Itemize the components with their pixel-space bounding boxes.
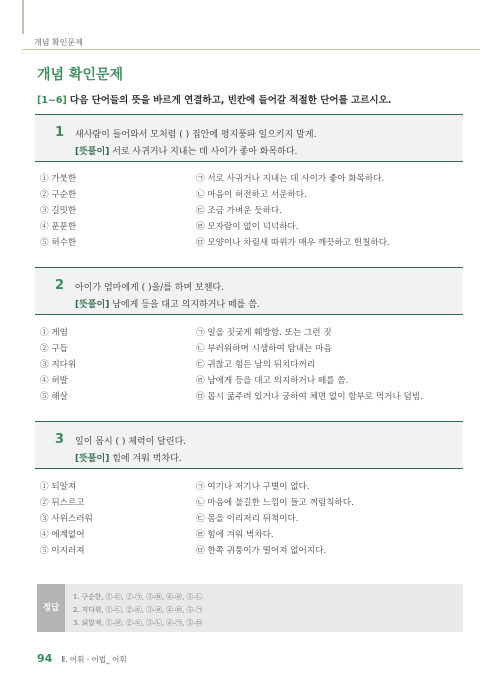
word-option: ② 뒤스르고	[40, 498, 85, 508]
meaning-option: ㉤ 한쪽 귀퉁이가 떨어져 없어지다.	[196, 546, 327, 556]
meaning-option: ㉡ 마음에 불길한 느낌이 들고 꺼림칙하다.	[196, 498, 354, 508]
meaning-option: ㉠ 여기나 저기나 구별이 없다.	[196, 482, 310, 492]
question-sentence: 일이 몹시 ( ) 체력이 달린다.	[75, 437, 187, 447]
word-option: ④ 허발	[40, 376, 68, 386]
meaning-option: ㉢ 몸을 이리저리 뒤척이다.	[196, 514, 299, 524]
footer-section: Ⅱ. 어휘 · 어법_ 어휘	[61, 655, 127, 664]
answer-key	[37, 584, 463, 632]
instruction-range: [1~6]	[37, 95, 67, 106]
header-vertical-rule	[22, 0, 24, 34]
meaning-option: ㉣ 남에게 등을 대고 의지하거나 떼를 씀.	[196, 376, 349, 386]
meaning-option: ㉢ 귀찮고 힘든 남의 뒤치다꺼리	[196, 360, 316, 370]
answer-line: 1. 구순한, ①-㉢, ②-㉠, ③-㉤, ④-㉣, ⑤-㉡	[73, 593, 203, 601]
meaning-option: ㉣ 모자람이 없이 넉넉하다.	[196, 222, 299, 232]
question-box-1	[35, 114, 463, 162]
meaning-option: ㉠ 일을 짓궂게 훼방함. 또는 그런 짓	[196, 328, 332, 338]
meaning-option: ㉢ 조금 가벼운 듯하다.	[196, 206, 282, 216]
meaning-option: ㉣ 힘에 겨워 벅차다.	[196, 530, 274, 540]
word-option: ② 구순한	[40, 190, 77, 200]
header-breadcrumb: 개념 확인문제	[34, 38, 83, 47]
word-option: ② 구듭	[40, 344, 68, 354]
definition-text: 서로 사귀거나 지내는 데 사이가 좋아 화목하다.	[112, 147, 298, 157]
answer-line: 2. 지다위, ①-㉡, ②-㉢, ③-㉣, ④-㉤, ⑤-㉠	[73, 606, 203, 614]
meaning-option: ㉤ 모양이나 차림새 따위가 매우 깨끗하고 헌칠하다.	[196, 238, 390, 248]
answer-line: 3. 되알져, ①-㉣, ②-㉢, ③-㉡, ④-㉠, ⑤-㉤	[73, 619, 203, 627]
word-option: ③ 길밋한	[40, 206, 77, 216]
instruction-text: 다음 단어들의 뜻을 바르게 연결하고, 빈칸에 들어갈 적절한 단어를 고르시오.	[69, 95, 392, 106]
word-option: ③ 사위스러워	[40, 514, 93, 524]
question-number: 3	[55, 432, 65, 447]
question-sentence: 아이가 엄마에게 ( )을/를 하며 보챈다.	[75, 283, 224, 293]
header-horizontal-rule	[22, 49, 480, 50]
instruction	[37, 92, 391, 106]
question-definition-line	[75, 144, 297, 157]
answer-label: 정답	[37, 584, 65, 632]
definition-text: 남에게 등을 대고 의지하거나 떼를 씀.	[112, 300, 260, 310]
word-option: ⑤ 해살	[40, 392, 68, 402]
word-option: ① 게염	[40, 328, 68, 338]
definition-text: 힘에 겨워 벅차다.	[112, 454, 182, 464]
question-box-3	[35, 421, 463, 469]
question-definition-line	[75, 297, 260, 310]
definition-label: [뜻풀이]	[75, 300, 110, 310]
meaning-option: ㉠ 서로 사귀거나 지내는 데 사이가 좋아 화목하다.	[196, 174, 385, 184]
meaning-option: ㉤ 몹시 굶주려 있거나 궁하여 체면 없이 함부로 먹거나 덤빔.	[196, 392, 423, 402]
word-option: ④ 에계없어	[40, 530, 85, 540]
definition-label: [뜻풀이]	[75, 147, 110, 157]
word-option: ① 되알져	[40, 482, 77, 492]
page-footer	[37, 647, 127, 666]
question-sentence: 새사람이 들어와서 모처럼 ( ) 집안에 평지풍파 일으키지 말게.	[75, 130, 317, 140]
meaning-option: ㉡ 부러워하며 시샘하여 탐내는 마음	[196, 344, 332, 354]
section-title: 개념 확인문제	[37, 67, 124, 83]
word-option: ① 가붓한	[40, 174, 77, 184]
question-number: 1	[55, 125, 65, 140]
definition-label: [뜻풀이]	[75, 454, 110, 464]
page-number: 94	[37, 652, 53, 665]
word-option: ⑤ 이지러져	[40, 546, 85, 556]
word-option: ③ 지다위	[40, 360, 77, 370]
word-option: ④ 푼푼한	[40, 222, 77, 232]
word-option: ⑤ 허수한	[40, 238, 77, 248]
question-definition-line	[75, 451, 182, 464]
meaning-option: ㉡ 마음이 허전하고 서운하다.	[196, 190, 307, 200]
question-number: 2	[55, 278, 65, 293]
question-box-2	[35, 267, 463, 315]
page-header	[22, 0, 500, 50]
